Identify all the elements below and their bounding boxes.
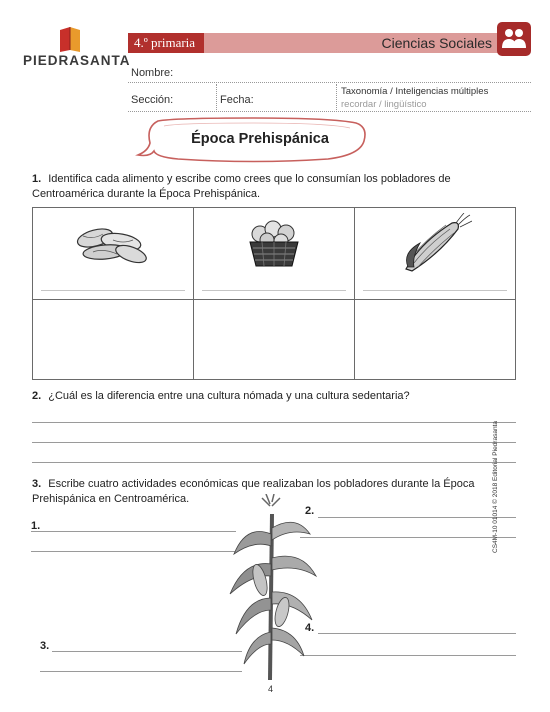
field-divider <box>216 84 217 112</box>
answer-line[interactable] <box>318 633 516 634</box>
page-number: 4 <box>268 684 274 694</box>
answer-line[interactable] <box>32 422 516 423</box>
answer-line[interactable] <box>300 537 516 538</box>
food-cell <box>33 208 194 300</box>
copyright-text: CS4M-10 01014 © 2018 Editorial Piedrasanta <box>492 421 499 553</box>
piedrasanta-logo-icon <box>58 26 82 52</box>
field-divider <box>336 84 337 112</box>
subject-title: Ciencias Sociales <box>381 35 492 51</box>
answer-cell[interactable] <box>194 300 355 380</box>
name-label: Nombre: <box>131 67 174 79</box>
food-cell <box>194 208 355 300</box>
potato-basket-icon <box>244 218 304 270</box>
answer-line[interactable] <box>300 655 516 656</box>
food-table <box>32 207 516 380</box>
sweet-potato-icon <box>73 218 153 268</box>
section-label: Sección: <box>131 94 174 106</box>
brand-name: PIEDRASANTA <box>23 53 131 68</box>
taxonomy-value: recordar / lingüístico <box>341 99 427 110</box>
answer-line[interactable] <box>32 462 516 463</box>
corn-plant-icon <box>226 494 318 680</box>
date-label: Fecha: <box>220 94 254 106</box>
question-text: ¿Cuál es la diferencia entre una cultura nómada y una cultura sedentaria? <box>48 390 410 402</box>
answer-cell[interactable] <box>355 300 516 380</box>
page-title: Época Prehispánica <box>191 131 329 147</box>
answer-cell[interactable] <box>33 300 194 380</box>
taxonomy-label: Taxonomía / Inteligencias múltiples <box>341 86 489 97</box>
activity-label-4: 4. <box>305 622 315 634</box>
activity-label-2: 2. <box>305 505 315 517</box>
question-number: 3. <box>32 478 42 490</box>
question-text: Escribe cuatro actividades económicas que realizaban los pobladores durante la Época Prehispánica en Centroamérica. <box>32 478 475 505</box>
name-field[interactable] <box>128 82 531 83</box>
answer-line[interactable] <box>31 551 236 552</box>
question-text: Identifica cada alimento y escribe como crees que lo consumían los pobladores de Centroamérica durante la Época Prehispánica. <box>32 173 451 200</box>
question-number: 2. <box>32 390 42 402</box>
food-cell <box>355 208 516 300</box>
question-number: 1. <box>32 173 42 185</box>
grade-label: 4.º primaria <box>128 33 204 53</box>
answer-line[interactable] <box>31 531 236 532</box>
people-group-icon <box>497 22 531 56</box>
question-2 <box>32 389 516 404</box>
activity-label-3: 3. <box>40 640 50 652</box>
answer-line[interactable] <box>52 651 242 652</box>
section-field[interactable] <box>128 111 531 112</box>
answer-line[interactable] <box>40 671 242 672</box>
question-1 <box>32 172 516 201</box>
corn-cob-icon <box>400 213 472 273</box>
answer-line[interactable] <box>318 517 516 518</box>
answer-line[interactable] <box>32 442 516 443</box>
activity-label-1: 1. <box>31 520 41 532</box>
